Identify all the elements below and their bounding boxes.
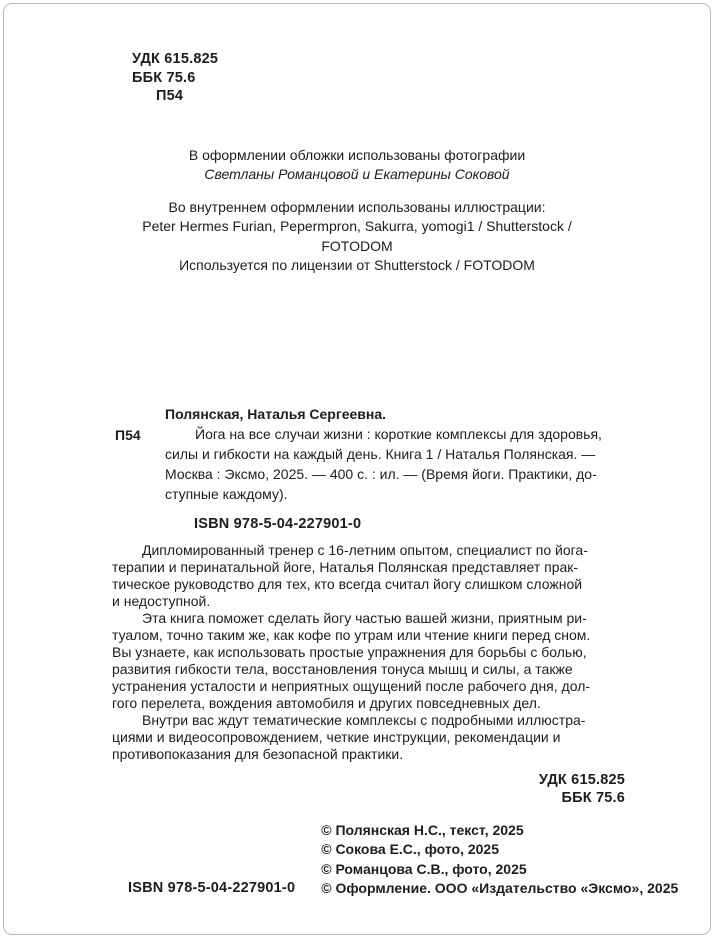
text-line: Вы узнаете, как использовать простые упражнения для борьбы с болью,: [112, 643, 587, 660]
catalog-description: [165, 424, 714, 504]
cover-credit-heading: В оформлении обложки использованы фотографии: [188, 146, 526, 163]
cover-credit-names: Светланы Романцовой и Екатерины Соковой: [204, 166, 510, 182]
bbk-code-top: ББК 75.6: [132, 69, 196, 86]
author-sign-code-top: П54: [156, 88, 184, 104]
isbn-bottom: ISBN 978-5-04-227901-0: [128, 880, 296, 896]
annotation-paragraph-1: [112, 542, 714, 610]
text-line: Внутри вас ждут тематические комплексы с подробными иллюстра-: [142, 711, 586, 728]
top-classification-codes: [132, 50, 714, 106]
annotation-paragraph-2: [112, 610, 714, 712]
text-line: силы и гибкости на каждый день. Книга 1 / Наталья Полянская. —: [165, 445, 596, 462]
bottom-classification-codes: [112, 771, 625, 807]
interior-illustration-credit: [112, 198, 602, 276]
interior-credit-artists: Peter Hermes Furian, Pepermpron, Sakurra, yomogi1 / Shutterstock / FOTODOM: [142, 218, 572, 254]
annotation: [112, 542, 714, 763]
text-line: терапии и перинатальной йоге, Наталья Полянская представляет прак-: [112, 558, 579, 575]
text-line: ступные каждому).: [165, 485, 288, 502]
text-line: и недоступной.: [112, 592, 211, 609]
text-line: тическое руководство для тех, кто всегда считал йогу слишком сложной: [112, 575, 583, 592]
catalog-author: Полянская, Наталья Сергеевна.: [165, 405, 386, 422]
text-line: © Полянская Н.С., текст, 2025: [321, 821, 524, 838]
author-sign-code-margin: П54: [115, 426, 141, 443]
catalog-body: [115, 424, 714, 504]
text-line: гого перелета, вождения автомобиля и других повседневных дел.: [112, 694, 541, 711]
isbn-main: ISBN 978-5-04-227901-0: [194, 515, 362, 532]
interior-credit-license: Используется по лицензии от Shutterstock / FOTODOM: [179, 257, 535, 273]
udk-code-top: УДК 615.825: [132, 51, 219, 67]
text-line: устранения усталости и неприятных ощущений после рабочего дня, дол-: [112, 677, 591, 694]
bottom-block: [112, 821, 714, 899]
text-line: © Романцова С.В., фото, 2025: [321, 860, 527, 877]
text-line: Эта книга поможет сделать йогу частью вашей жизни, приятным ри-: [142, 609, 587, 626]
annotation-paragraph-3: [112, 712, 714, 763]
text-line: туалом, точно таким же, как кофе по утрам или чтение книги перед сном.: [112, 626, 591, 643]
text-line: © Оформление. ООО «Издательство «Эксмо», 2025: [321, 880, 679, 896]
text-line: противопоказания для безопасной практики.: [112, 745, 404, 762]
text-line: циями и видеосопровождением, четкие инструкции, рекомендации и: [112, 728, 561, 745]
udk-code-bottom: УДК 615.825: [538, 771, 625, 788]
text-line: Москва : Эксмо, 2025. — 400 с. : ил. — (Время йоги. Практики, до-: [165, 465, 597, 482]
text-line: Дипломированный тренер с 16-летним опытом, специалист по йога-: [142, 541, 588, 558]
text-line: © Сокова Е.С., фото, 2025: [321, 841, 499, 857]
copyright-list: [321, 821, 678, 899]
interior-credit-heading: Во внутреннем оформлении использованы иллюстрации:: [168, 198, 546, 215]
text-line: Йога на все случаи жизни : короткие комплексы для здоровья,: [195, 425, 602, 442]
cover-photo-credit: [112, 146, 602, 185]
catalog-entry: [115, 404, 714, 504]
text-line: развития гибкости тела, восстановления тонуса мышц и силы, а также: [112, 660, 573, 677]
bbk-code-bottom: ББК 75.6: [561, 789, 625, 806]
